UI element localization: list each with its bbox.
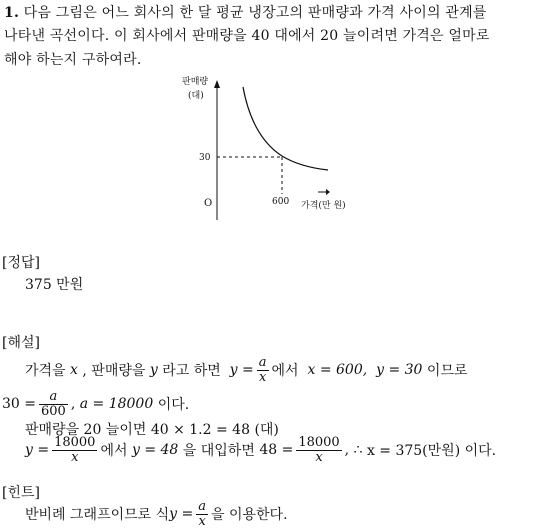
x-axis-label: 가격(만 원) bbox=[301, 201, 346, 211]
expl-text: 이므로 bbox=[426, 363, 468, 379]
expl-math: y = bbox=[25, 442, 50, 458]
expl-var: y bbox=[149, 362, 158, 378]
y-axis-label: 판매량 bbox=[182, 77, 209, 87]
expl-text: 에서 bbox=[100, 443, 128, 459]
inverse-proportion-graph bbox=[170, 70, 370, 230]
expl-text: , 판매량을 bbox=[82, 363, 146, 379]
fraction-numerator: a bbox=[39, 390, 68, 405]
fraction-a-over-x bbox=[257, 356, 269, 384]
question-line-1 bbox=[4, 2, 487, 22]
hint-text: 을 이용한다. bbox=[211, 507, 288, 523]
expl-math: 30 = bbox=[2, 396, 36, 412]
explanation-line-2 bbox=[2, 386, 189, 422]
explanation-header: [해설] bbox=[2, 335, 40, 351]
expl-text: , ∴ bbox=[344, 442, 363, 458]
x-axis-arrow bbox=[326, 189, 330, 195]
expl-math: x = 375(만원) bbox=[366, 443, 461, 459]
question-text-1: 다음 그림은 어느 회사의 한 달 평균 냉장고의 판매량과 가격 사이의 관계를 bbox=[23, 5, 487, 21]
expl-text: , bbox=[70, 396, 76, 412]
expl-text: 라고 하면 bbox=[162, 363, 221, 379]
expl-var: x bbox=[70, 362, 78, 378]
expl-math: a = 18000 bbox=[79, 396, 154, 412]
expl-text: 이다. bbox=[464, 443, 497, 459]
expl-math: x = 600, bbox=[307, 362, 368, 378]
fraction-denominator: x bbox=[71, 449, 79, 465]
fraction-numerator: a bbox=[198, 498, 206, 514]
expl-math: 48 = bbox=[259, 442, 294, 458]
fraction-18000-over-x-2 bbox=[296, 436, 341, 464]
y-axis-arrow bbox=[214, 80, 220, 88]
fraction-denominator: x bbox=[198, 513, 206, 529]
expl-math: y = 30 bbox=[376, 362, 423, 378]
hint-math: y = bbox=[169, 506, 194, 522]
hint-text: 반비례 그래프이므로 식 bbox=[25, 507, 170, 523]
fraction-numerator: 18000 bbox=[54, 434, 96, 450]
fraction-numerator: a bbox=[258, 354, 267, 370]
question-text-2: 나타낸 곡선이다. 이 회사에서 판매량을 40 대에서 20 늘이려면 가격은 얼마로 bbox=[4, 28, 490, 44]
expl-text: 이다. bbox=[157, 397, 190, 413]
y-axis-unit: (대) bbox=[188, 91, 204, 101]
y-tick-label: 30 bbox=[199, 153, 211, 163]
expl-math: y = bbox=[229, 362, 254, 378]
fraction-denominator: x bbox=[258, 369, 267, 385]
explanation-line-1 bbox=[25, 352, 468, 388]
inverse-curve bbox=[243, 87, 328, 170]
answer-header: [정답] bbox=[2, 255, 40, 271]
expl-text: 에서 bbox=[271, 363, 299, 379]
answer-value: 375 만원 bbox=[25, 277, 84, 293]
question-number: 1. bbox=[4, 5, 20, 21]
fraction-denominator: 600 bbox=[41, 403, 66, 419]
expl-text: 가격을 bbox=[25, 363, 66, 379]
question-text-3: 해야 하는지 구하여라. bbox=[4, 52, 142, 68]
explanation-line-4 bbox=[25, 432, 496, 468]
hint-line bbox=[25, 496, 288, 532]
expl-math: y = 48 bbox=[131, 442, 179, 458]
fraction-18000-over-x bbox=[52, 436, 97, 464]
x-tick-label: 600 bbox=[272, 197, 290, 207]
hint-header: [힌트] bbox=[2, 485, 40, 501]
fraction-a-over-600 bbox=[39, 390, 68, 418]
origin-label: O bbox=[204, 198, 213, 209]
explanation-line-3: 판매량을 20 늘이면 40 × 1.2 = 48 (대) bbox=[25, 422, 279, 438]
fraction-numerator: 18000 bbox=[298, 434, 340, 450]
fraction-denominator: x bbox=[315, 449, 323, 465]
expl-text: 을 대입하면 bbox=[182, 443, 255, 459]
fraction-a-over-x-hint bbox=[196, 500, 208, 528]
